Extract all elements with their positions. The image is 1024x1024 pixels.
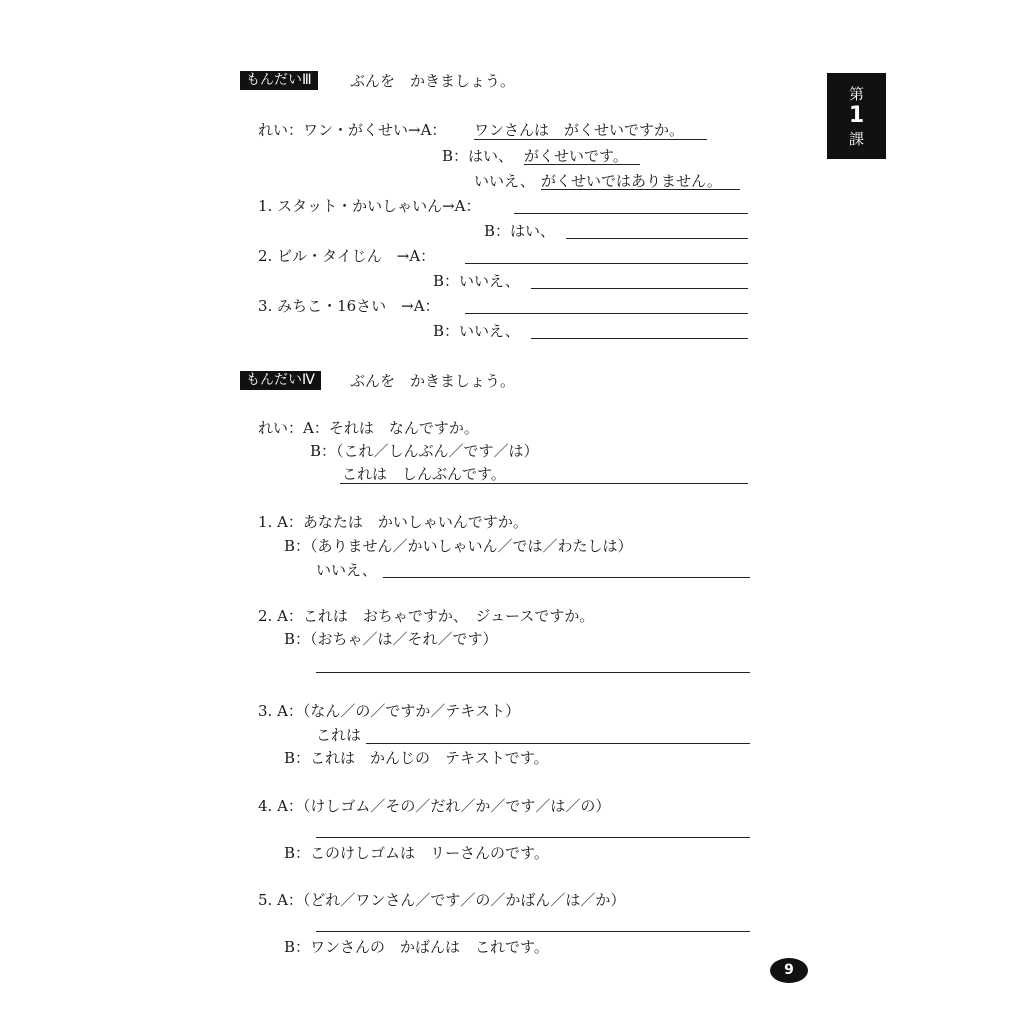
section4-label: もんだいⅣ xyxy=(240,371,321,390)
s3-q1-a-blank[interactable] xyxy=(514,213,748,214)
s4-q3-c: これは xyxy=(316,726,362,744)
s3-example-c-underline xyxy=(541,189,740,190)
s4-q4-blank[interactable] xyxy=(316,837,750,838)
lesson-tab-number: 1 xyxy=(848,103,865,128)
s4-example-a: れい：A：それは なんですか。 xyxy=(258,419,479,437)
s3-q3-a-blank[interactable] xyxy=(465,313,748,314)
s3-example-b-answer: がくせいです。 xyxy=(524,147,628,165)
s4-q1-a: 1. A：あなたは かいしゃいんですか。 xyxy=(258,513,528,531)
s3-example-a-underline xyxy=(474,139,707,140)
s3-example-prefix: れい：ワン・がくせい→A： xyxy=(258,121,447,139)
lesson-tab xyxy=(827,73,886,159)
s3-q2-a-blank[interactable] xyxy=(465,263,748,264)
s4-q3-b: B：これは かんじの テキストです。 xyxy=(284,749,549,767)
s4-q1-blank[interactable] xyxy=(383,577,750,578)
s3-q2-b-blank[interactable] xyxy=(531,288,748,289)
s3-example-b-underline xyxy=(524,164,640,165)
s4-q5-b: B：ワンさんの かばんは これです。 xyxy=(284,938,549,956)
s3-q3-b: B：いいえ、 xyxy=(433,322,520,340)
page-number: 9 xyxy=(770,958,808,983)
s4-q2-b: B：（おちゃ／は／それ／です） xyxy=(284,630,498,648)
s3-q2-prompt: 2. ビル・タイじん →A： xyxy=(258,247,436,265)
s4-example-b: B：（これ／しんぶん／です／は） xyxy=(310,442,539,460)
s4-q2-a: 2. A：これは おちゃですか、 ジュースですか。 xyxy=(258,607,595,625)
s4-q5-a: 5. A：（どれ／ワンさん／です／の／かばん／は／か） xyxy=(258,891,626,909)
s4-q3-a: 3. A：（なん／の／ですか／テキスト） xyxy=(258,702,521,720)
s3-q1-b-blank[interactable] xyxy=(566,238,748,239)
s4-q4-a: 4. A：（けしゴム／その／だれ／か／です／は／の） xyxy=(258,797,611,815)
s3-example-b-prefix: B：はい、 xyxy=(442,147,514,165)
section3-label: もんだいⅢ xyxy=(240,71,318,90)
section4-instruction: ぶんを かきましょう。 xyxy=(350,372,516,390)
s3-q1-prompt: 1. スタット・かいしゃいん→A： xyxy=(258,197,481,215)
s3-q3-b-blank[interactable] xyxy=(531,338,748,339)
s3-example-a-answer: ワンさんは がくせいですか。 xyxy=(474,121,685,139)
s3-q2-b: B：いいえ、 xyxy=(433,272,520,290)
s4-q4-b: B：このけしゴムは リーさんのです。 xyxy=(284,844,549,862)
s4-example-answer: これは しんぶんです。 xyxy=(342,465,506,483)
s4-q1-c: いいえ、 xyxy=(316,561,377,579)
s3-example-c-answer: がくせいではありません。 xyxy=(541,172,722,190)
lesson-tab-top: 第 xyxy=(848,85,864,103)
s3-example-c-prefix: いいえ、 xyxy=(474,172,535,190)
s3-q3-prompt: 3. みちこ・16さい →A： xyxy=(258,297,440,315)
s4-example-underline xyxy=(340,483,748,484)
section3-instruction: ぶんを かきましょう。 xyxy=(350,72,516,90)
s4-q5-blank[interactable] xyxy=(316,931,750,932)
s4-q3-blank[interactable] xyxy=(366,743,750,744)
s4-q2-blank[interactable] xyxy=(316,672,750,673)
s4-q1-b: B：（ありません／かいしゃいん／では／わたしは） xyxy=(284,537,633,555)
lesson-tab-bottom: 課 xyxy=(848,130,864,148)
s3-q1-b: B：はい、 xyxy=(484,222,556,240)
